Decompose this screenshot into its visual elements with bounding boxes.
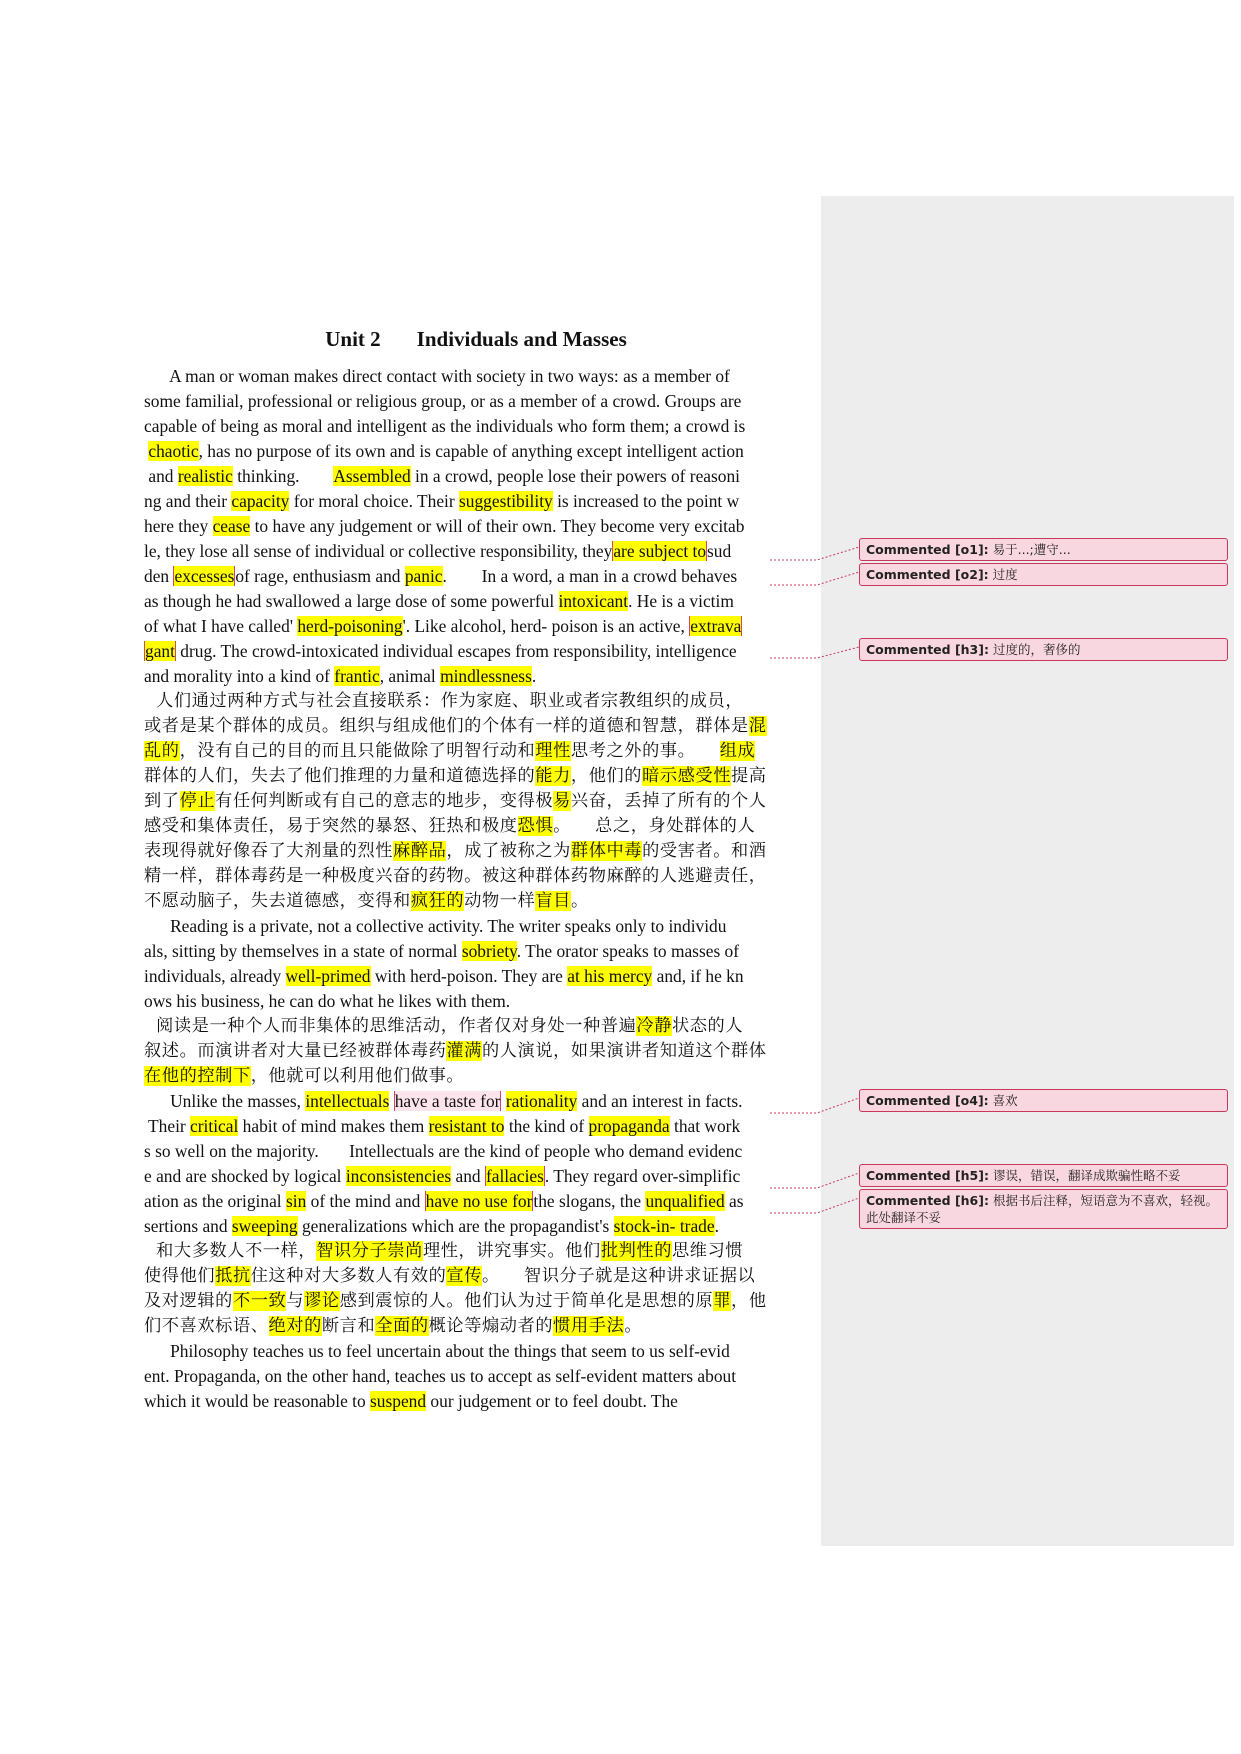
text-run: ent. Propaganda, on the other hand, teaches us to accept as self-evident matters about [144,1366,737,1386]
comment-pane [821,196,1234,1546]
text-run: 住这种对大多数人有效的 [250,1266,447,1286]
chinese-text-line [144,864,808,889]
text-run: here they [144,516,213,536]
english-text-line [144,514,808,539]
comment-text: 易于...;遭守... [992,542,1071,557]
english-text-line [144,564,808,589]
comment-label: Commented [o1]: [866,542,989,557]
text-run: 概论等煽动者的 [428,1316,554,1336]
highlighted-text: 在他的控制下 [144,1066,251,1086]
text-run: 和大多数人不一样， [144,1241,317,1261]
text-run: Philosophy teaches us to feel uncertain about the things that seem to us self-evid [144,1341,730,1361]
chinese-text-line [144,1264,808,1289]
chinese-text-line [144,789,808,814]
text-run: generalizations which are the propagandist's [297,1216,614,1236]
english-text-line [144,1189,808,1214]
english-text-line [144,464,808,489]
highlighted-text: 全面的 [375,1316,429,1336]
text-run: . In a word, a man in a crowd behaves [442,566,738,586]
text-run: 人们通过两种方式与社会直接联系：作为家庭、职业或者宗教组织的成员， [144,691,744,711]
text-run: and, if he kn [652,966,744,986]
highlighted-text: 谬论 [304,1291,340,1311]
text-run: ，没有自己的目的而且只能做除了明智行动和 [179,741,536,761]
text-run: , animal [379,666,441,686]
english-text-line [144,489,808,514]
text-run: s so well on the majority. Intellectuals are the kind of people who demand evidenc [144,1141,743,1161]
text-run: 到了 [144,791,180,811]
english-text-line [144,1214,808,1239]
text-run: . [714,1216,719,1236]
comment-anchor-text: fallacies [485,1166,544,1186]
text-run: sud [707,541,732,561]
english-text-line [144,939,808,964]
highlighted-text: 盲目 [535,891,571,911]
chinese-text-line [144,889,808,914]
comment-label: Commented [h6]: [866,1193,989,1208]
text-run: some familial, professional or religious group, or as a member of a crowd. Groups are [144,391,742,411]
text-run: 。 [624,1316,643,1336]
highlighted-text: cease [212,516,251,536]
text-run: 群体的人们，失去了他们推理的力量和道德选择的 [144,766,536,786]
text-run: , has no purpose of its own and is capable of anything except intelligent action [198,441,744,461]
text-run: 状态的人 [671,1016,744,1036]
chinese-text-line [144,1014,808,1039]
text-run: 不愿动脑子，失去道德感，变得和 [144,891,411,911]
highlighted-text: herd-poisoning [297,616,403,636]
english-text-line [144,1114,808,1139]
highlighted-text: 乱的 [144,741,180,761]
highlighted-text: 批判性的 [600,1241,672,1261]
highlighted-text: 智识分子崇尚 [316,1241,423,1261]
comment-text: 过度 [992,567,1018,582]
highlighted-text: resistant to [428,1116,505,1136]
text-run: 兴奋，丢掉了所有的个人 [570,791,767,811]
highlighted-text: rationality [505,1091,578,1111]
text-run: the slogans, the [533,1191,646,1211]
text-run: 。 智识分子就是这种讲求证据以 [481,1266,756,1286]
highlighted-text: realistic [177,466,233,486]
text-run: and [451,1166,485,1186]
chinese-text-line [144,839,808,864]
text-run: sertions and [144,1216,232,1236]
comment-label: Commented [o4]: [866,1093,989,1108]
english-text-line [144,589,808,614]
highlighted-text: 理性 [535,741,571,761]
text-run: '. Like alcohol, herd- poison is an active, [402,616,690,636]
english-text-line [144,664,808,689]
text-run: . They regard over-simplific [544,1166,741,1186]
comment-o1[interactable] [859,538,1228,561]
highlighted-text: 混 [748,716,767,736]
text-run: 提高 [731,766,767,786]
highlighted-text: 冷静 [636,1016,672,1036]
text-run: A man or woman makes direct contact with society in two ways: as a member of [144,366,730,386]
highlighted-text: inconsistencies [345,1166,452,1186]
highlighted-text: 惯用手法 [553,1316,625,1336]
english-text-line [144,989,808,1014]
text-run: . The orator speaks to masses of [516,941,740,961]
highlighted-text: panic [404,566,443,586]
text-run: capable of being as moral and intelligent as the individuals who form them; a crowd is [144,416,746,436]
text-run: ation as the original [144,1191,286,1211]
comment-anchor-text: are subject to [613,541,707,561]
highlighted-text: 恐惧 [517,816,554,836]
comment-anchor-text: have no use for [425,1191,533,1211]
english-text-line [144,414,808,439]
text-run: with herd-poison. They are [370,966,568,986]
text-run: 阅读是一种个人而非集体的思维活动，作者仅对身处一种普遍 [144,1016,637,1036]
english-text-line [144,1389,808,1414]
text-run: 们不喜欢标语、 [144,1316,269,1336]
text-run: is increased to the point w [552,491,740,511]
comment-h3[interactable] [859,638,1228,661]
text-run: 思维习惯 [672,1241,744,1261]
unit-title: Individuals and Masses [416,327,627,351]
text-run: . He is a victim [628,591,734,611]
highlighted-text: suggestibility [459,491,553,511]
text-run: for moral choice. Their [289,491,460,511]
text-run: the kind of [504,1116,589,1136]
highlighted-text: 组成 [719,741,756,761]
text-run: le, they lose all sense of individual or collective responsibility, they [144,541,613,561]
text-run: of what I have called' [144,616,298,636]
comment-o2[interactable] [859,563,1228,586]
english-text-line [144,1139,808,1164]
text-run: and [144,466,178,486]
text-run: 及对逻辑的 [144,1291,233,1311]
highlighted-text: suspend [370,1391,427,1411]
text-run: which it would be reasonable to [144,1391,371,1411]
english-text-line [144,964,808,989]
text-run: 感到震惊的人。他们认为过于简单化是思想的原 [339,1291,714,1311]
text-run: 的人演说，如果演讲者知道这个群体 [481,1041,767,1061]
text-run: 或者是某个群体的成员。组织与组成他们的个体有一样的道德和智慧，群体是 [144,716,749,736]
text-run: 使得他们 [144,1266,216,1286]
text-run: to have any judgement or will of their own. They become very excitab [250,516,745,536]
text-run: individuals, already [144,966,286,986]
unit-number: Unit 2 [325,327,381,351]
comment-text: 过度的，奢侈的 [992,642,1081,657]
highlighted-text: 麻醉品 [393,841,447,861]
english-text-line [144,364,808,389]
chinese-text-line [144,814,808,839]
text-run: 动物一样 [464,891,536,911]
comment-label: Commented [h5]: [866,1168,989,1183]
text-run: Their [144,1116,191,1136]
english-text-line [144,1364,808,1389]
text-run: as [724,1191,744,1211]
english-text-line [144,1089,808,1114]
text-run: ，他 [731,1291,767,1311]
text-run: 的受害者。和酒 [642,841,767,861]
highlighted-text: 疯狂的 [410,891,465,911]
text-run: thinking. [232,466,334,486]
text-run: our judgement or to feel doubt. The [426,1391,678,1411]
text-run: that work [669,1116,741,1136]
highlighted-text: frantic [334,666,380,686]
highlighted-text: 灌满 [446,1041,482,1061]
highlighted-text: 易 [553,791,571,811]
highlighted-text: 罪 [713,1291,732,1311]
chinese-text-line [144,689,808,714]
chinese-text-line [144,739,808,764]
text-run: 感受和集体责任，易于突然的暴怒、狂热和极度 [144,816,518,836]
text-run: 有任何判断或有自己的意志的地步，变得极 [215,791,554,811]
text-run: Unlike the masses, [144,1091,306,1111]
chinese-text-line [144,714,808,739]
highlighted-text: sin [286,1191,307,1211]
highlighted-text: 能力 [535,766,571,786]
highlighted-text: capacity [231,491,290,511]
text-run: 叙述。而演讲者对大量已经被群体毒药 [144,1041,447,1061]
highlighted-text: 暗示感受性 [642,766,732,786]
comment-anchor-text: excesses [174,566,235,586]
text-run: as though he had swallowed a large dose of some powerful [144,591,559,611]
text-run: drug. The crowd-intoxicated individual escapes from responsibility, intelligence [175,641,737,661]
highlighted-text: sweeping [231,1216,298,1236]
text-run: 表现得就好像吞了大剂量的烈性 [144,841,394,861]
text-run: of rage, enthusiasm and [235,566,405,586]
text-run: 断言和 [321,1316,376,1336]
english-text-line [144,1339,808,1364]
text-run: and morality into a kind of [144,666,335,686]
english-text-line [144,1164,808,1189]
chinese-text-line [144,1314,808,1339]
text-run: of the mind and [306,1191,425,1211]
text-run: . [531,666,537,686]
comment-anchor-text: extrava [690,616,742,636]
text-run: ng and their [144,491,232,511]
text-run: ，他们的 [570,766,643,786]
highlighted-text: critical [190,1116,239,1136]
comment-h6[interactable] [859,1189,1228,1229]
highlighted-text: intoxicant [558,591,629,611]
comment-label: Commented [o2]: [866,567,989,582]
english-text-line [144,539,808,564]
comment-h5[interactable] [859,1164,1228,1187]
english-text-line [144,914,808,939]
text-run: e and are shocked by logical [144,1166,346,1186]
english-text-line [144,439,808,464]
page-title [144,326,808,352]
highlighted-text: sobriety [461,941,517,961]
comment-label: Commented [h3]: [866,642,989,657]
highlighted-text: 绝对的 [268,1316,322,1336]
text-run: 。 总之，身处群体的人 [553,816,756,836]
highlighted-text: 抵抗 [215,1266,251,1286]
text-run: ，他就可以利用他们做事。 [250,1066,465,1086]
comment-anchor-text: have a taste for [394,1091,501,1111]
text-run: and an interest in facts. [577,1091,743,1111]
comment-text: 谬误，错误，翻译成欺骗性略不妥 [992,1168,1181,1183]
highlighted-text: propaganda [588,1116,670,1136]
comment-text: 根据书后注释，短语意为不喜欢，轻视。此处翻译不妥 [866,1193,1218,1225]
highlighted-text: 宣传 [446,1266,482,1286]
highlighted-text: at his mercy [567,966,653,986]
highlighted-text: intellectuals [305,1091,390,1111]
text-run: 。 [570,891,589,911]
text-run: den [144,566,174,586]
english-text-line [144,639,808,664]
chinese-text-line [144,1039,808,1064]
english-text-line [144,614,808,639]
highlighted-text: well-primed [285,966,371,986]
comment-anchor-text: gant [145,641,175,661]
text-run: Reading is a private, not a collective activity. The writer speaks only to individu [144,916,727,936]
highlighted-text: stock-in- trade [613,1216,715,1236]
highlighted-text: mindlessness [440,666,532,686]
text-run: 思考之外的事。 [570,741,720,761]
text-run: als, sitting by themselves in a state of normal [144,941,462,961]
chinese-text-line [144,1064,808,1089]
text-run: 精一样，群体毒药是一种极度兴奋的药物。被这种群体药物麻醉的人逃避责任， [144,866,767,886]
english-text-line [144,389,808,414]
text-run: in a crowd, people lose their powers of reasoni [410,466,741,486]
highlighted-text: 不一致 [232,1291,287,1311]
highlighted-text: unqualified [645,1191,725,1211]
highlighted-text: Assembled [333,466,411,486]
comment-text: 喜欢 [992,1093,1018,1108]
text-run: 与 [286,1291,305,1311]
text-run: habit of mind makes them [238,1116,429,1136]
highlighted-text: 群体中毒 [570,841,643,861]
text-run: ows his business, he can do what he likes with them. [144,991,511,1011]
chinese-text-line [144,764,808,789]
chinese-text-line [144,1239,808,1264]
highlighted-text: chaotic [148,441,199,461]
chinese-text-line [144,1289,808,1314]
text-run: 理性，讲究事实。他们 [422,1241,601,1261]
text-run: ，成了被称之为 [446,841,571,861]
highlighted-text: 停止 [179,791,216,811]
comment-o4[interactable] [859,1089,1228,1112]
